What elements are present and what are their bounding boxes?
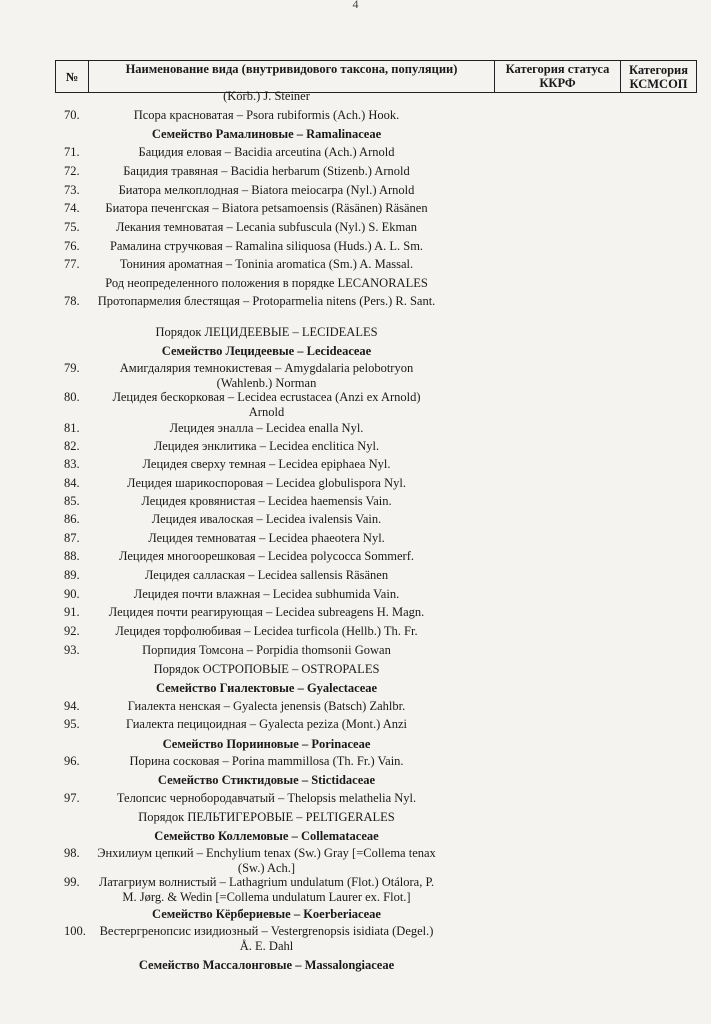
row-text: Семейство Стиктидовые – Stictidaceae	[157, 773, 376, 787]
row-text: Семейство Порииновые – Porinaceae	[162, 737, 371, 751]
row-text: Латагриум волнистый – Lathagrium undulatum (Flot.) Otálora, P. M. Jørg. & Wedin [=Collema undulatum Laurer ex. Flot.]	[98, 875, 435, 904]
row-text: Порядок ПЕЛЬТИГЕРОВЫЕ – PELTIGERALES	[138, 810, 395, 824]
row-text: Рамалина стручковая – Ramalina siliquosa (Huds.) A. L. Sm.	[109, 239, 424, 253]
row-text: (Körb.) J. Steiner	[223, 89, 310, 103]
row-text: Семейство Кёрбериевые – Koerberiaceae	[152, 907, 381, 921]
row-number: 94.	[64, 699, 80, 713]
row-number: 77.	[64, 257, 80, 271]
row-text: Семейство Лецидеевые – Lecideaceae	[161, 344, 372, 358]
row-text: Псора красноватая – Psora rubiformis (Ach.) Hook.	[133, 108, 400, 122]
row-number: 72.	[64, 164, 80, 178]
row-text: Лецидея сверху темная – Lecidea epiphaea Nyl.	[142, 457, 391, 471]
row-number: 92.	[64, 624, 80, 638]
row-number: 91.	[64, 605, 80, 619]
row-number: 99.	[64, 875, 80, 889]
column-header-kkrf: Категория статуса ККРФ	[495, 61, 621, 92]
row-number: 78.	[64, 294, 80, 308]
row-text: Лецидея почти реагирующая – Lecidea subreagens H. Magn.	[108, 605, 425, 619]
row-text: Лецидея энклитика – Lecidea enclitica Nyl.	[153, 439, 380, 453]
row-text: Порядок ОСТРОПОВЫЕ – OSTROPALES	[153, 662, 380, 676]
row-text: Лецидея шарикоспоровая – Lecidea globulispora Nyl.	[127, 476, 406, 490]
row-text: Вестергренопсис изидиозный – Vestergrenopsis isidiata (Degel.) Å. E. Dahl	[99, 924, 434, 953]
row-text: Лецидея ивалоская – Lecidea ivalensis Vain.	[151, 512, 382, 526]
row-text: Амигдалярия темнокистевая – Amygdalaria pelobotryon (Wahlenb.) Norman	[119, 361, 414, 390]
row-number: 73.	[64, 183, 80, 197]
row-number: 98.	[64, 846, 80, 860]
row-text: Лецидея саллаская – Lecidea sallensis Räsänen	[144, 568, 389, 582]
row-text: Семейство Массалонговые – Massalongiaceae	[138, 958, 395, 972]
row-number: 76.	[64, 239, 80, 253]
row-text: Лецидея темноватая – Lecidea phaeotera Nyl.	[148, 531, 385, 545]
row-number: 70.	[64, 108, 80, 122]
row-number: 93.	[64, 643, 80, 657]
row-number: 97.	[64, 791, 80, 805]
row-text: Лецидея многоорешковая – Lecidea polycocca Sommerf.	[118, 549, 415, 563]
row-text: Лецидея торфолюбивая – Lecidea turficola (Hellb.) Th. Fr.	[115, 624, 418, 638]
row-number: 83.	[64, 457, 80, 471]
row-number: 82.	[64, 439, 80, 453]
row-text: Лецидея эналла – Lecidea enalla Nyl.	[169, 421, 364, 435]
row-number: 84.	[64, 476, 80, 490]
row-number: 85.	[64, 494, 80, 508]
row-text: Порпидия Томсона – Porpidia thomsonii Gowan	[142, 643, 391, 657]
row-text: Семейство Гиалектовые – Gyalectaceae	[155, 681, 378, 695]
row-text: Биатора мелкоплодная – Biatora meiocarpa (Nyl.) Arnold	[118, 183, 415, 197]
row-number: 87.	[64, 531, 80, 545]
column-header-name: Наименование вида (внутривидового таксона, популяции)	[89, 61, 495, 92]
column-header-ksmsop: Категория КСМСОП	[628, 63, 689, 91]
row-number: 88.	[64, 549, 80, 563]
row-number: 86.	[64, 512, 80, 526]
page-number: 4	[352, 0, 359, 8]
row-text: Бацидия еловая – Bacidia arceutina (Ach.) Arnold	[138, 145, 395, 159]
row-text: Гиалекта ненская – Gyalecta jenensis (Batsch) Zahlbr.	[127, 699, 406, 713]
row-text: Порина сосковая – Porina mammillosa (Th. Fr.) Vain.	[129, 754, 404, 768]
row-text: Тониния ароматная – Toninia aromatica (Sm.) A. Massal.	[119, 257, 414, 271]
row-text: Семейство Коллемовые – Collemataceae	[154, 829, 379, 843]
row-text: Порядок ЛЕЦИДЕЕВЫЕ – LECIDEALES	[155, 325, 378, 339]
row-number: 90.	[64, 587, 80, 601]
row-number: 74.	[64, 201, 80, 215]
row-text: Лекания темноватая – Lecania subfuscula (Nyl.) S. Ekman	[115, 220, 418, 234]
row-number: 75.	[64, 220, 80, 234]
row-text: Энхилиум цепкий – Enchylium tenax (Sw.) Gray [=Collema tenax (Sw.) Ach.]	[97, 846, 436, 875]
row-text: Лецидея кровянистая – Lecidea haemensis Vain.	[141, 494, 392, 508]
row-number: 80.	[64, 390, 80, 404]
row-number: 81.	[64, 421, 80, 435]
row-text: Семейство Рамалиновые – Ramalinaceae	[151, 127, 382, 141]
row-text: Род неопределенного положения в порядке LECANORALES	[105, 276, 428, 290]
row-number: 79.	[64, 361, 80, 375]
row-text: Протопармелия блестящая – Protoparmelia nitens (Pers.) R. Sant.	[97, 294, 436, 308]
row-text: Бацидия травяная – Bacidia herbarum (Stizenb.) Arnold	[123, 164, 410, 178]
row-number: 71.	[64, 145, 80, 159]
row-number: 89.	[64, 568, 80, 582]
row-text: Телопсис чернобородавчатый – Thelopsis melathelia Nyl.	[116, 791, 417, 805]
row-text: Биатора печенгская – Biatora petsamoensis (Räsänen) Räsänen	[105, 201, 428, 215]
row-number: 100.	[64, 924, 86, 938]
row-number: 95.	[64, 717, 80, 731]
column-header-number: №	[56, 61, 89, 92]
row-text: Гиалекта пецицоидная – Gyalecta peziza (Mont.) Anzi	[125, 717, 408, 731]
row-text: Лецидея почти влажная – Lecidea subhumida Vain.	[133, 587, 400, 601]
row-number: 96.	[64, 754, 80, 768]
row-text: Лецидея бескорковая – Lecidea ecrustacea (Anzi ex Arnold) Arnold	[112, 390, 421, 419]
